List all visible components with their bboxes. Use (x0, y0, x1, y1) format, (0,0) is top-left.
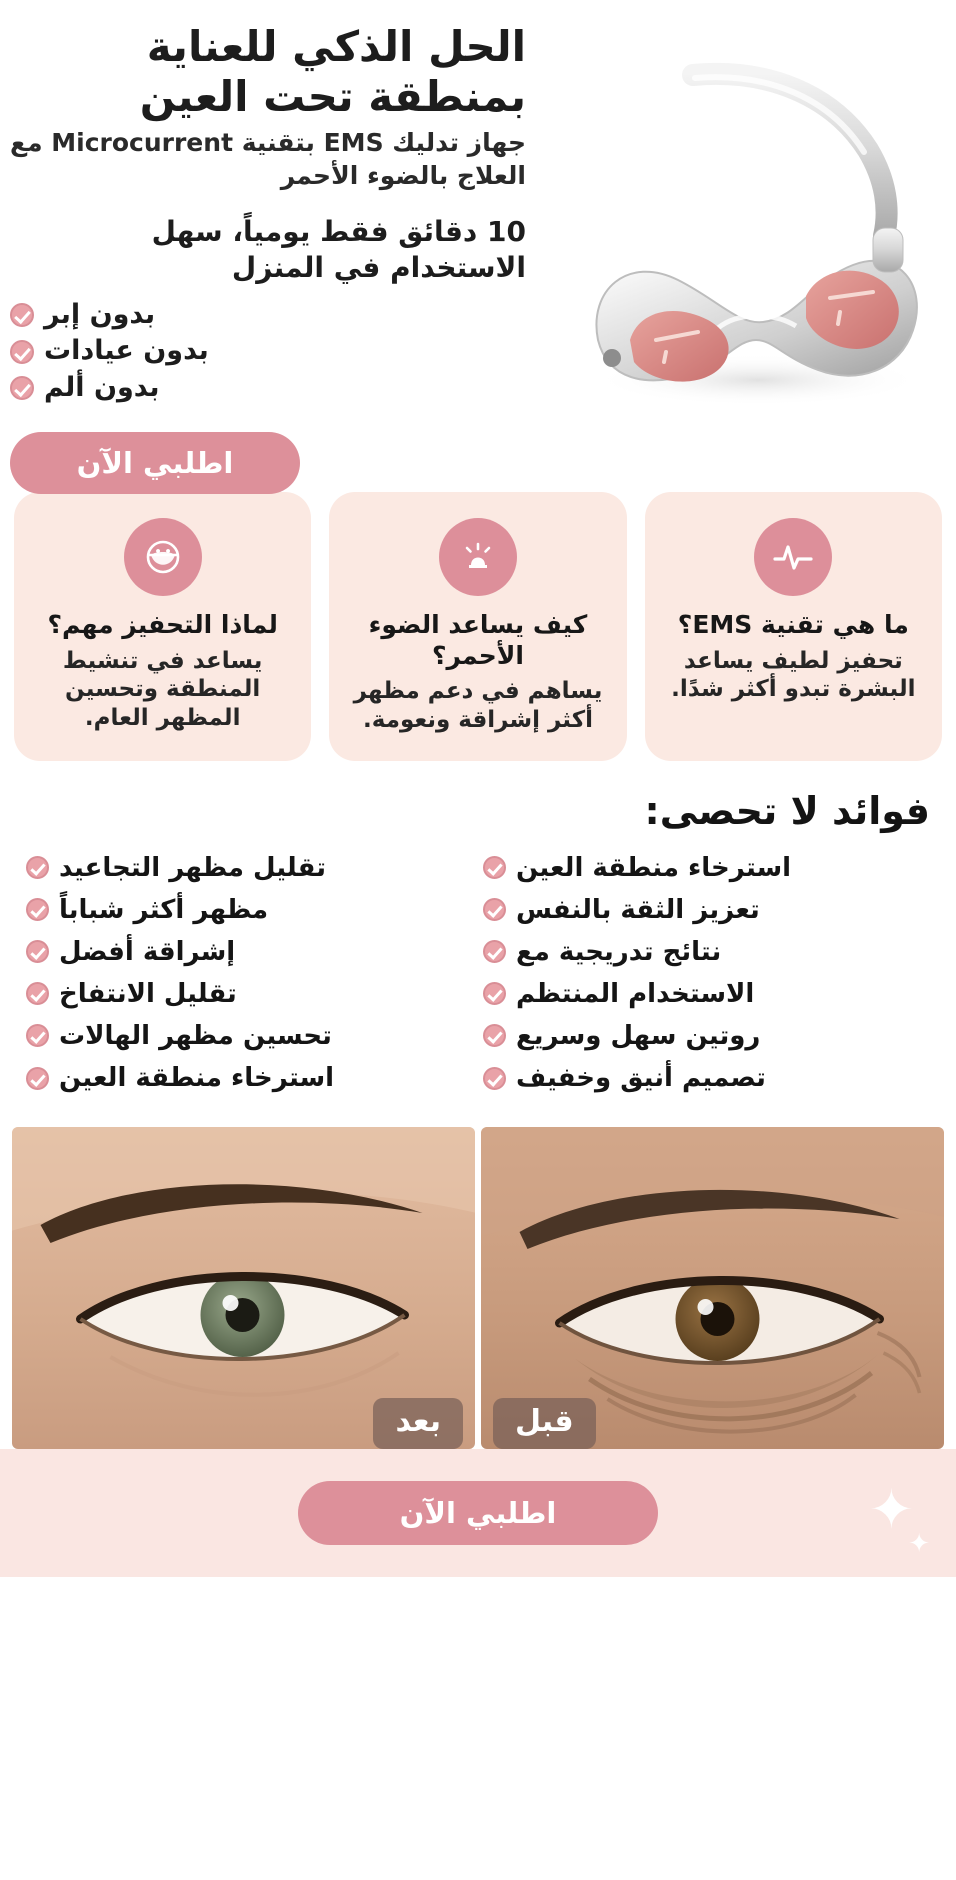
benefits-section (0, 767, 956, 1100)
feature-card-title: ما هي تقنية EMS؟ (677, 610, 909, 639)
feature-card (14, 492, 311, 761)
hero-section (0, 0, 956, 481)
benefits-column-right (26, 847, 473, 1100)
list-item (26, 889, 473, 931)
check-icon (10, 340, 34, 364)
page-title: الحل الذكي للعناية بمنطقة تحت العين (139, 22, 526, 121)
check-icon (483, 1067, 506, 1090)
list-item (26, 931, 473, 973)
benefit-label: الاستخدام المنتظم (516, 978, 755, 1009)
list-item (483, 931, 930, 973)
before-label: قبل (493, 1398, 596, 1449)
list-item (483, 1057, 930, 1099)
list-item (483, 889, 930, 931)
benefits-title: فوائد لا تحصى: (644, 788, 930, 833)
check-icon (483, 1024, 506, 1047)
feature-card (329, 492, 626, 761)
check-icon (483, 982, 506, 1005)
list-item (483, 1015, 930, 1057)
list-item (10, 370, 526, 406)
benefit-label: إشراقة أفضل (59, 936, 236, 967)
order-now-button-top[interactable]: اطلبي الآن (10, 432, 300, 494)
benefit-label: تحسين مظهر الهالات (59, 1020, 332, 1051)
check-icon (10, 376, 34, 400)
eye-massager-device-illustration (568, 40, 956, 420)
benefit-label: مظهر أكثر شباباً (59, 894, 269, 925)
check-icon (483, 856, 506, 879)
check-icon (10, 303, 34, 327)
sparkle-small-icon: ✦ (908, 1529, 930, 1560)
after-image (12, 1127, 475, 1449)
list-item (10, 297, 526, 333)
feature-card (645, 492, 942, 761)
list-item (10, 333, 526, 369)
list-item (26, 1015, 473, 1057)
benefit-label: روتين سهل وسريع (516, 1020, 761, 1051)
sparkle-icon: ✦ (868, 1478, 914, 1542)
list-item (483, 847, 930, 889)
before-after-section (0, 1127, 956, 1449)
red-light-icon (439, 518, 517, 596)
feature-card-title: كيف يساعد الضوء الأحمر؟ (368, 610, 588, 670)
benefit-label: تقليل الانتفاخ (59, 978, 237, 1009)
benefit-label: نتائج تدريجية مع (516, 936, 722, 967)
benefit-label: تقليل مظهر التجاعيد (59, 852, 326, 883)
benefit-label: استرخاء منطقة العين (59, 1063, 335, 1094)
benefits-columns (26, 847, 930, 1100)
check-icon (26, 856, 49, 879)
footer-section (0, 1449, 956, 1577)
benefits-column-left (483, 847, 930, 1100)
check-icon (483, 898, 506, 921)
hero-point-label: بدون عيادات (44, 335, 209, 367)
product-image (560, 0, 956, 470)
feature-card-desc: يساهم في دعم مظهر أكثر إشراقة ونعومة. (353, 678, 603, 733)
list-item (483, 973, 930, 1015)
hero-point-label: بدون ألم (44, 371, 160, 403)
face-mask-icon-glyph (141, 535, 185, 579)
feature-card-desc: تحفيز لطيف يساعد البشرة تبدو أكثر شدًا. (671, 647, 916, 703)
red-light-icon-glyph (456, 535, 500, 579)
list-item (26, 973, 473, 1015)
benefit-label: تعزيز الثقة بالنفس (516, 894, 760, 925)
check-icon (26, 982, 49, 1005)
benefit-label: تصميم أنيق وخفيف (516, 1063, 766, 1094)
hero-benefit-list (10, 297, 526, 406)
hero-text-block (0, 0, 560, 481)
face-mask-icon (124, 518, 202, 596)
feature-card-desc: يساعد في تنشيط المنطقة وتحسين المظهر العام. (62, 647, 263, 731)
check-icon (26, 1024, 49, 1047)
after-label: بعد (373, 1398, 463, 1449)
feature-cards-section (0, 470, 956, 767)
before-image (481, 1127, 944, 1449)
pulse-icon (754, 518, 832, 596)
feature-card-title: لماذا التحفيز مهم؟ (47, 610, 278, 639)
check-icon (26, 1067, 49, 1090)
check-icon (26, 940, 49, 963)
hero-point-label: بدون إبر (44, 298, 156, 330)
hero-usage-text: 10 دقائق فقط يومياً، سهل الاستخدام في المنزل (151, 215, 526, 285)
check-icon (483, 940, 506, 963)
list-item (26, 1057, 473, 1099)
hero-subtitle: جهاز تدليك EMS بتقنية Microcurrent مع العلاج بالضوء الأحمر (10, 128, 526, 190)
order-now-button-bottom[interactable]: اطلبي الآن (298, 1481, 658, 1545)
list-item (26, 847, 473, 889)
benefit-label: استرخاء منطقة العين (516, 852, 792, 883)
check-icon (26, 898, 49, 921)
pulse-icon-glyph (769, 535, 817, 579)
